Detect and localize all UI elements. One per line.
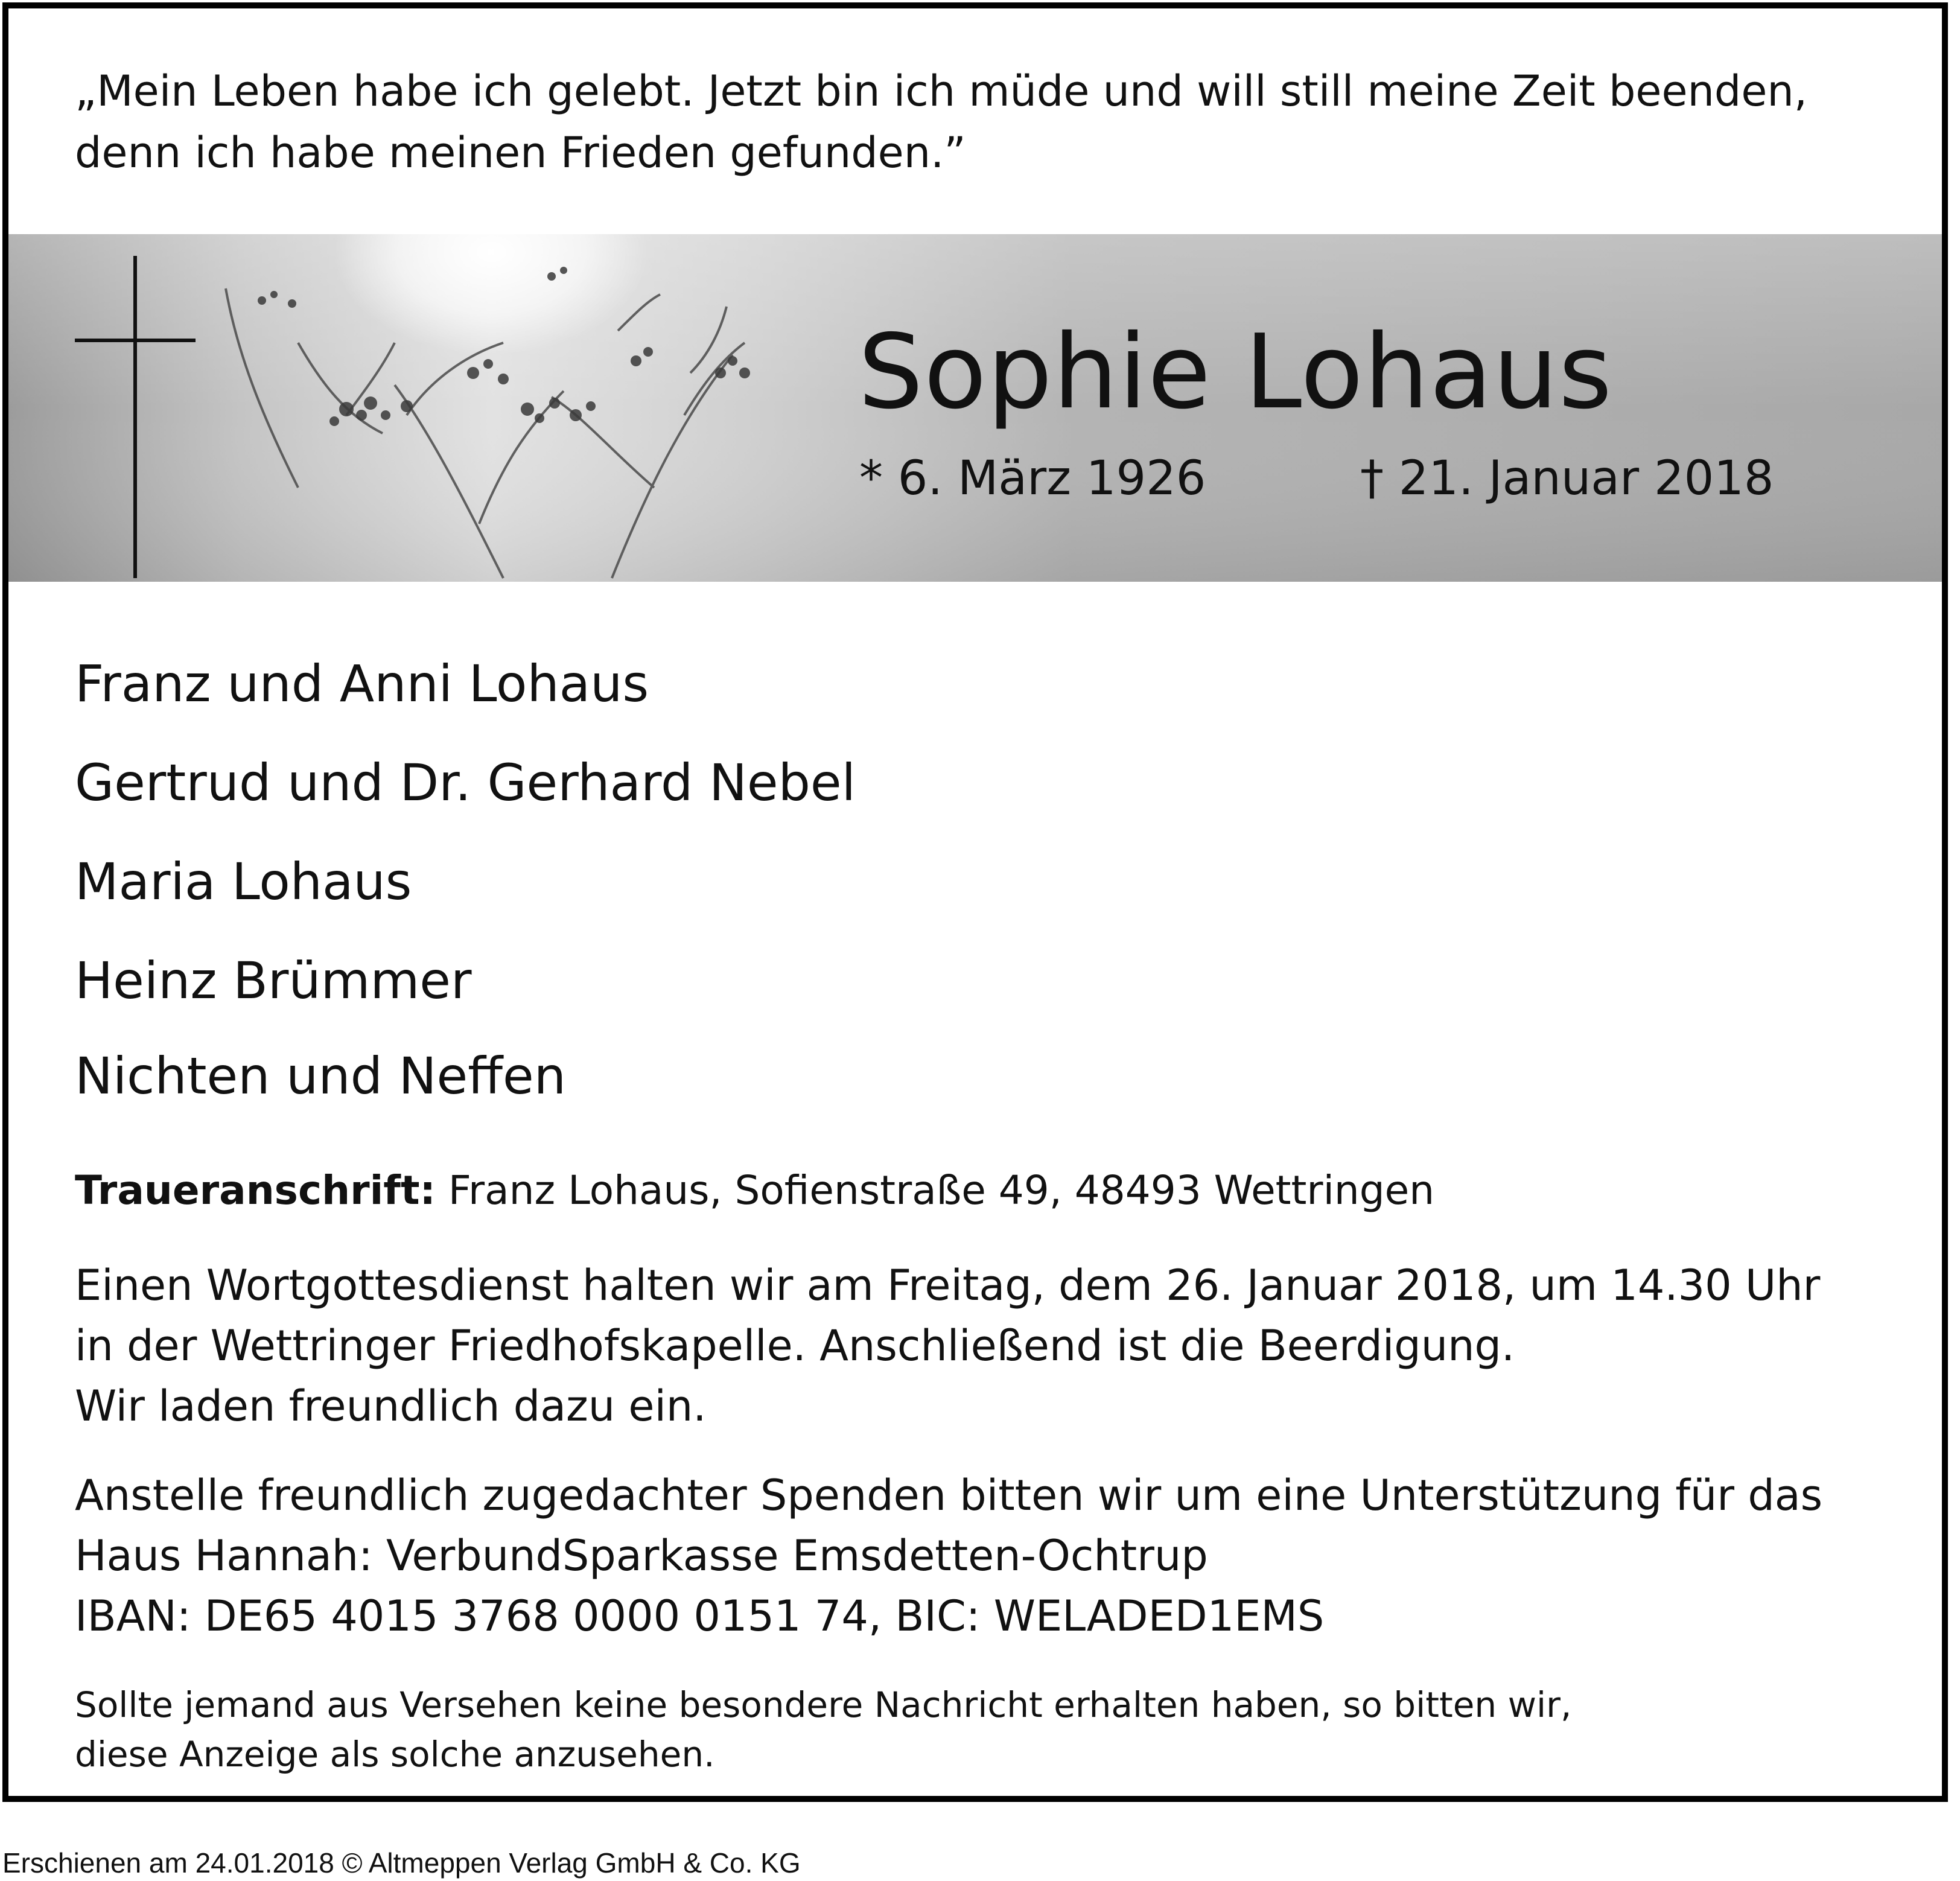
quote: [75, 60, 1807, 183]
family-member: Heinz Brümmer: [75, 951, 472, 1010]
address-label: Traueranschrift:: [75, 1167, 436, 1214]
quote-line-2: denn ich habe meinen Frieden gefunden.”: [75, 128, 966, 177]
family-member: Gertrud und Dr. Gerhard Nebel: [75, 753, 856, 812]
death-date: † 21. Januar 2018: [1360, 451, 1774, 506]
service-line: Einen Wortgottesdienst halten wir am Freitag, dem 26. Januar 2018, um 14.30 Uhr: [75, 1261, 1821, 1310]
note-line: diese Anzeige als solche anzusehen.: [75, 1734, 715, 1775]
address-value: Franz Lohaus, Sofienstraße 49, 48493 Wettringen: [435, 1167, 1435, 1214]
notice-note: [75, 1680, 1571, 1779]
family-member: Nichten und Neffen: [75, 1046, 566, 1106]
banner: [8, 234, 1942, 582]
note-line: Sollte jemand aus Versehen keine besondere Nachricht erhalten haben, so bitten wir,: [75, 1684, 1572, 1725]
donation-paragraph: [75, 1465, 1822, 1646]
service-paragraph: [75, 1255, 1820, 1436]
service-line: in der Wettringer Friedhofskapelle. Anschließend ist die Beerdigung.: [75, 1321, 1515, 1370]
donation-line: Anstelle freundlich zugedachter Spenden bitten wir um eine Unterstützung für das: [75, 1471, 1823, 1520]
family-member: Franz und Anni Lohaus: [75, 654, 649, 713]
publication-footer: Erschienen am 24.01.2018 © Altmeppen Verlag GmbH & Co. KG: [2, 1847, 801, 1879]
birth-date: * 6. März 1926: [859, 451, 1206, 506]
quote-line-1: „Mein Leben habe ich gelebt. Jetzt bin ich müde und will still meine Zeit beenden,: [75, 66, 1808, 116]
donation-line: IBAN: DE65 4015 3768 0000 0151 74, BIC: WELADED1EMS: [75, 1591, 1325, 1641]
obituary-notice: [2, 2, 1948, 1802]
deceased-name: Sophie Lohaus: [858, 313, 1613, 432]
donation-line: Haus Hannah: VerbundSparkasse Emsdetten-Ochtrup: [75, 1531, 1208, 1580]
mourning-address: [75, 1167, 1434, 1214]
family-member: Maria Lohaus: [75, 852, 412, 911]
service-line: Wir laden freundlich dazu ein.: [75, 1381, 707, 1431]
